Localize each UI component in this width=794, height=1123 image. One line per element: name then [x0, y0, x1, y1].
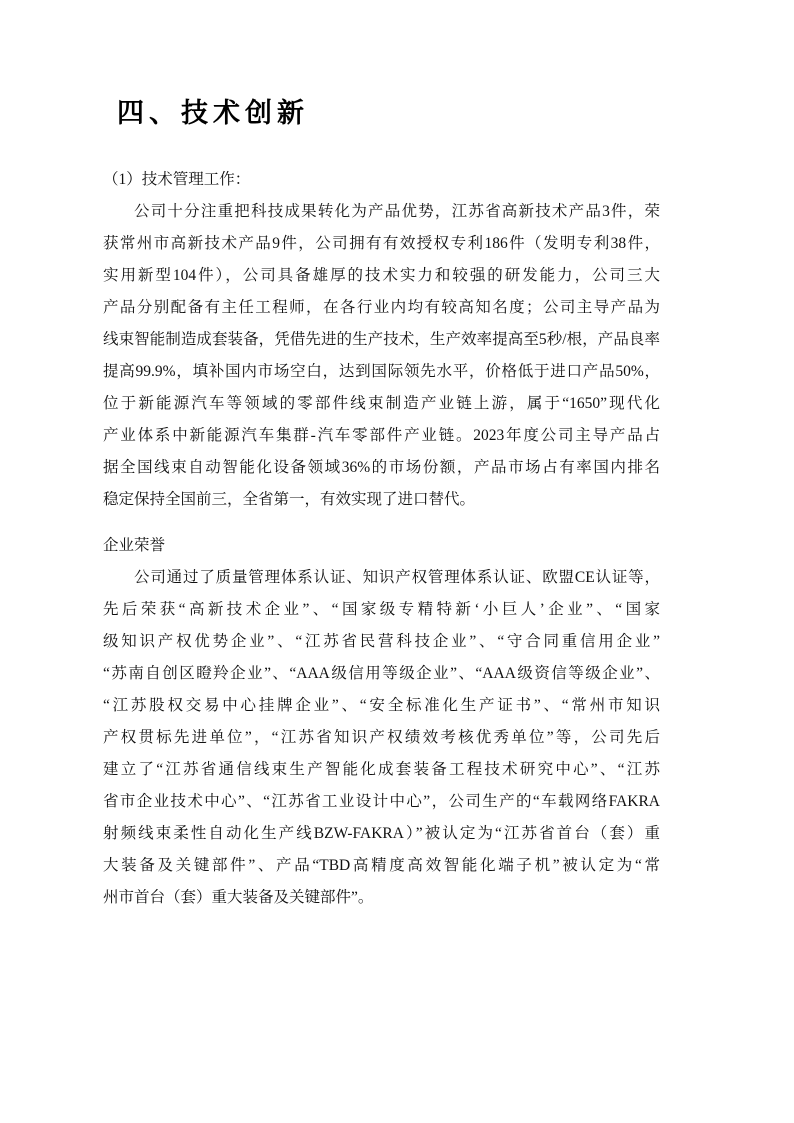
paragraph-line: 产品分别配备有主任工程师，在各行业内均有较高知名度；公司主导产品为 — [103, 299, 660, 316]
paragraph-line: 州市首台（套）重大装备及关键部件”。 — [103, 889, 374, 906]
section-label: （1）技术管理工作： — [103, 171, 251, 188]
paragraph-line: 提高99.9%，填补国内市场空白，达到国际领先水平，价格低于进口产品50%， — [103, 363, 660, 380]
paragraph-line: 公司通过了质量管理体系认证、知识产权管理体系认证、欧盟CE认证等， — [134, 569, 660, 586]
subheading-honors: 企业荣誉 — [103, 537, 166, 554]
paragraph-line: 公司十分注重把科技成果转化为产品优势，江苏省高新技术产品3件，荣 — [134, 203, 660, 220]
paragraph-line: 级知识产权优势企业”、“江苏省民营科技企业”、“守合同重信用企业” — [103, 633, 660, 650]
page-title: 四、技术创新 — [117, 98, 309, 128]
paragraph-line: “苏南自创区瞪羚企业”、“AAA级信用等级企业”、“AAA级资信等级企业”、 — [103, 665, 660, 682]
paragraph-line: 稳定保持全国前三，全省第一，有效实现了进口替代。 — [103, 491, 476, 508]
paragraph-line: 大装备及关键部件”、产品“TBD高精度高效智能化端子机”被认定为“常 — [103, 857, 660, 874]
paragraph-line: “江苏股权交易中心挂牌企业”、“安全标准化生产证书”、“常州市知识 — [103, 697, 660, 714]
paragraph-honors — [103, 562, 660, 914]
paragraph-line: 产业体系中新能源汽车集群-汽车零部件产业链。2023年度公司主导产品占 — [103, 427, 660, 444]
paragraph-line: 先后荣获“高新技术企业”、“国家级专精特新‘小巨人’企业”、“国家 — [103, 601, 660, 618]
paragraph-line: 获常州市高新技术产品9件，公司拥有有效授权专利186件（发明专利38件， — [103, 235, 660, 252]
paragraph-line: 产权贯标先进单位”，“江苏省知识产权绩效考核优秀单位”等，公司先后 — [103, 729, 660, 746]
paragraph-line: 射频线束柔性自动化生产线BZW-FAKRA）”被认定为“江苏省首台（套）重 — [103, 825, 660, 842]
paragraph-line: 位于新能源汽车等领域的零部件线束制造产业链上游，属于“1650”现代化 — [103, 395, 660, 412]
paragraph-line: 线束智能制造成套装备，凭借先进的生产技术，生产效率提高至5秒/根，产品良率 — [103, 331, 660, 348]
paragraph-line: 建立了“江苏省通信线束生产智能化成套装备工程技术研究中心”、“江苏 — [103, 761, 660, 778]
paragraph-line: 实用新型104件），公司具备雄厚的技术实力和较强的研发能力，公司三大 — [103, 267, 660, 284]
paragraph-line: 省市企业技术中心”、“江苏省工业设计中心”，公司生产的“车载网络FAKRA — [103, 793, 660, 810]
paragraph-line: 据全国线束自动智能化设备领域36%的市场份额，产品市场占有率国内排名 — [103, 459, 660, 476]
paragraph-tech-management — [103, 196, 660, 516]
